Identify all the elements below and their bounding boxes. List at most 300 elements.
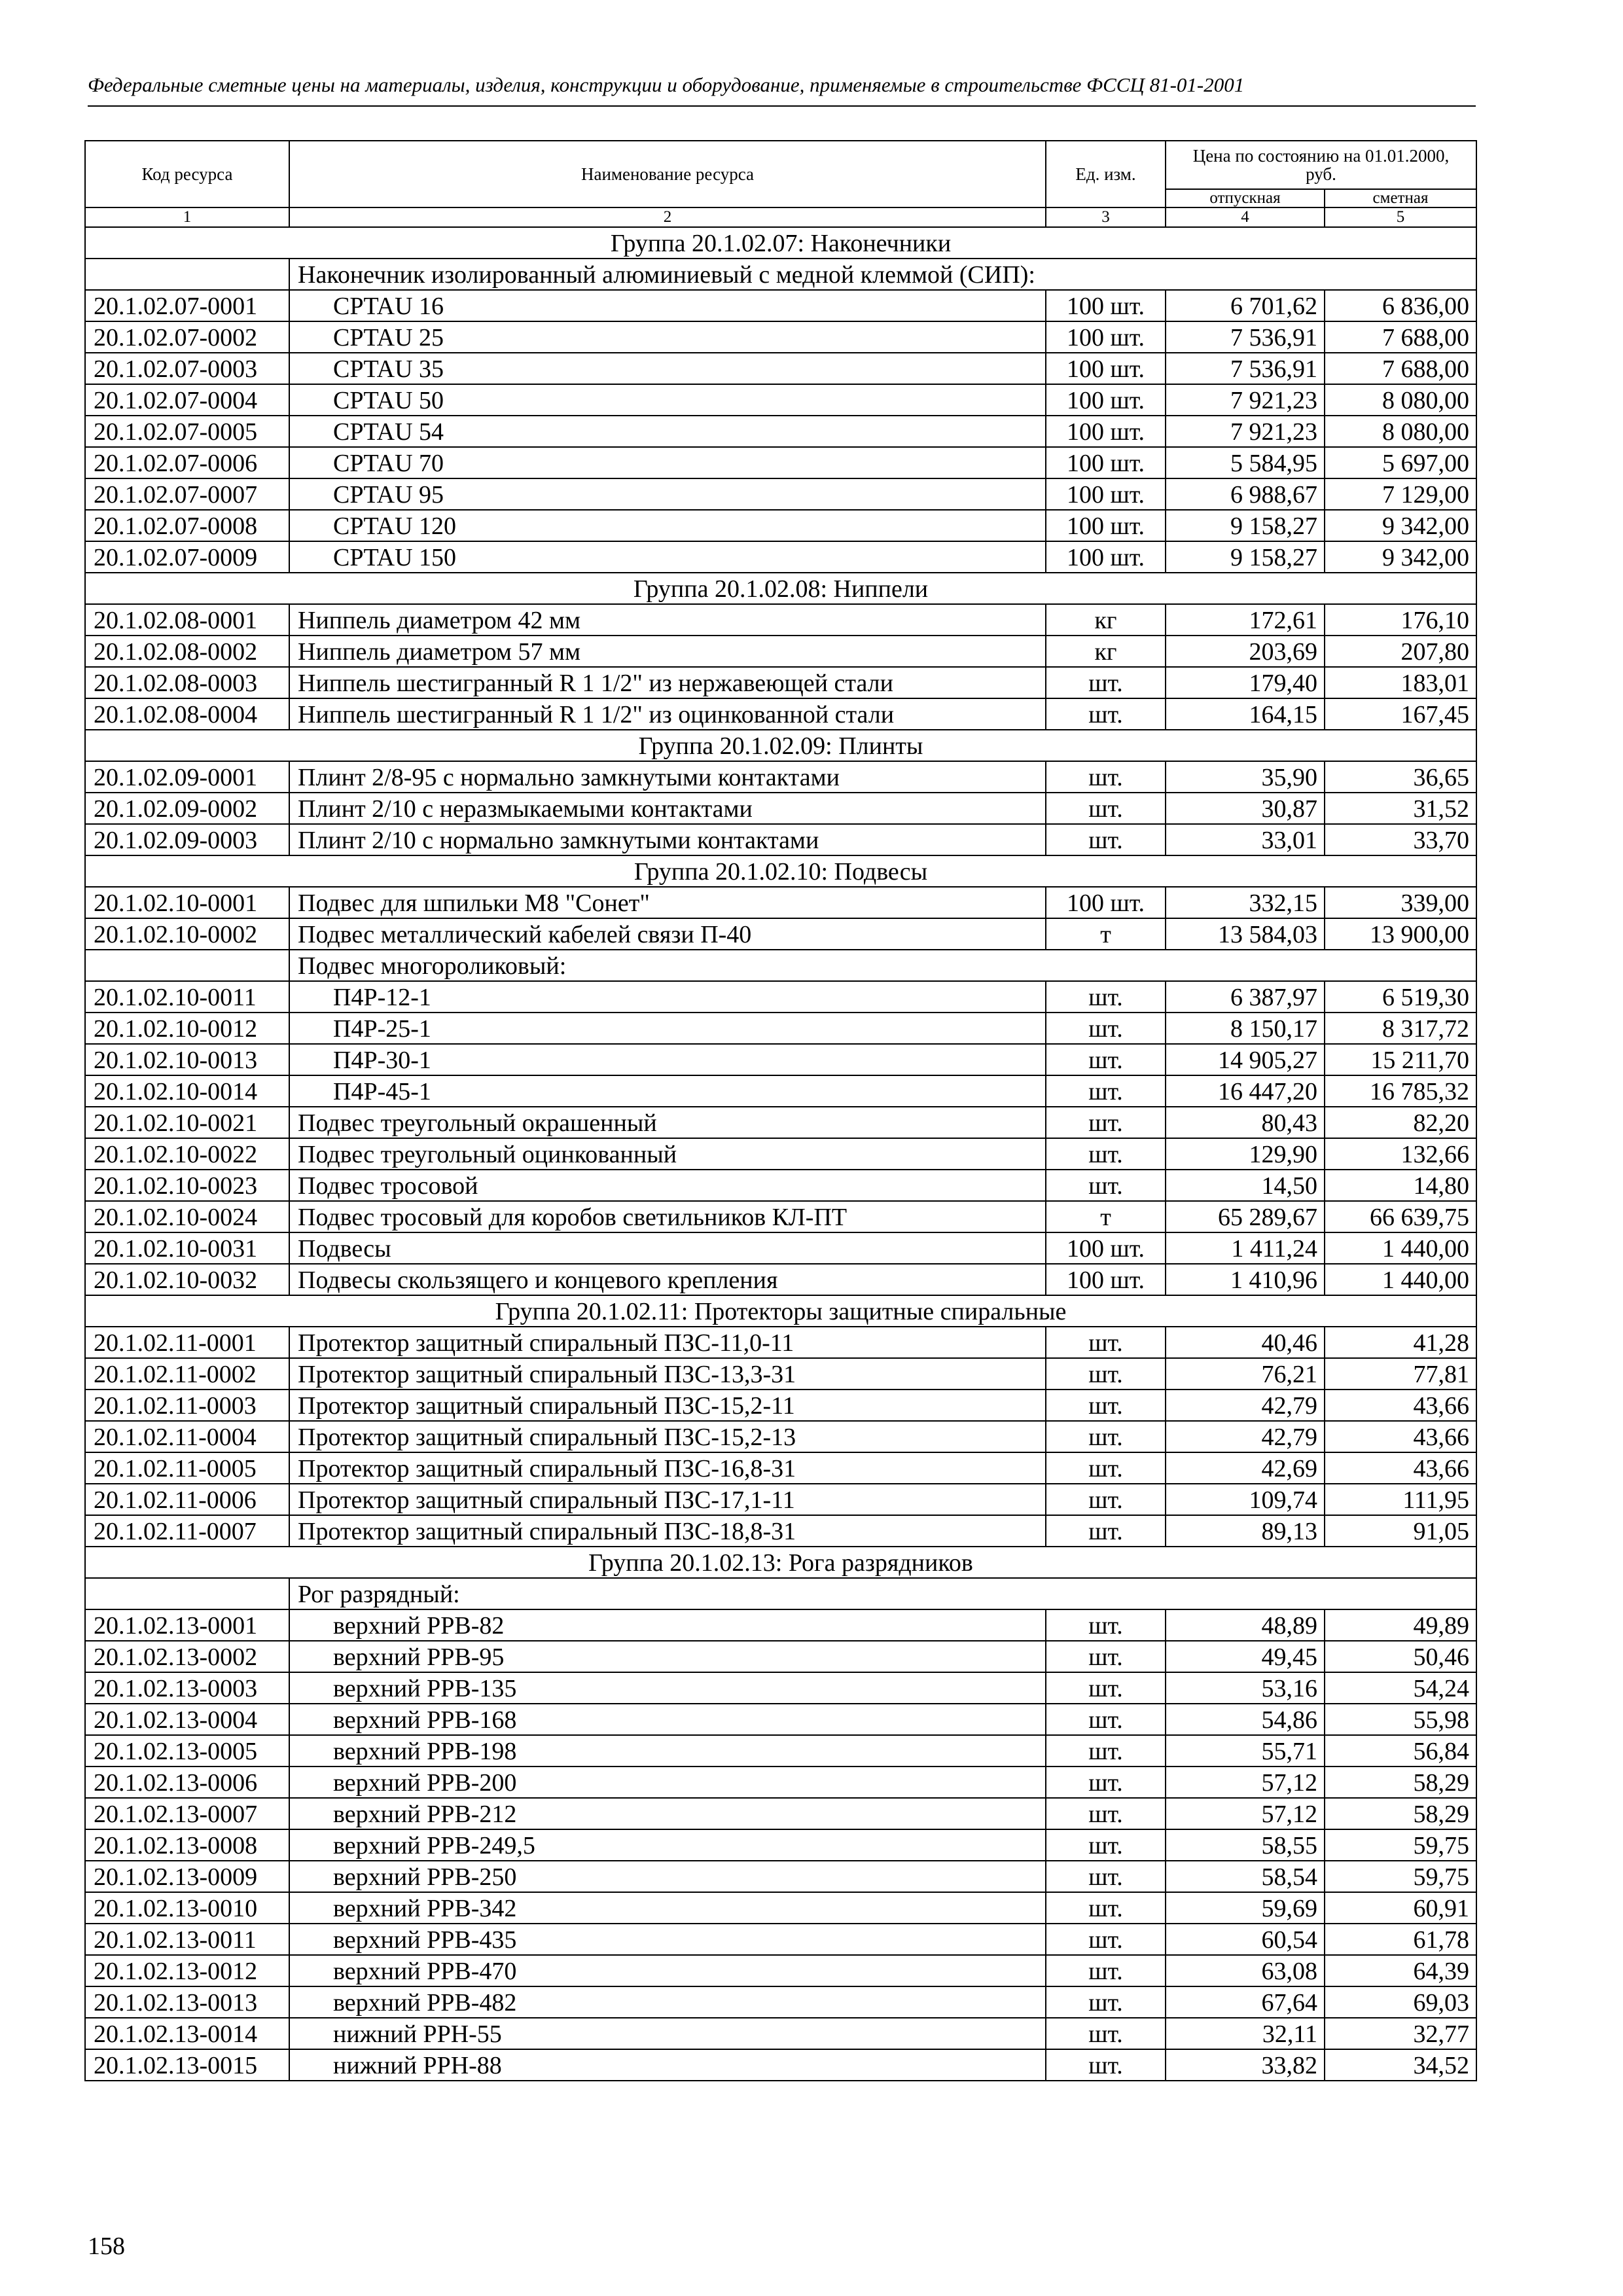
release-price: 7 536,91	[1166, 353, 1325, 384]
unit-cell: шт.	[1046, 1704, 1166, 1735]
estimate-price: 8 080,00	[1325, 384, 1476, 416]
resource-name: Подвес тросовый для коробов светильников КЛ-ПТ	[289, 1201, 1046, 1232]
estimate-price: 82,20	[1325, 1107, 1476, 1138]
subgroup-row	[85, 1578, 1476, 1609]
resource-code: 20.1.02.09-0002	[85, 793, 289, 824]
resource-name: Протектор защитный спиральный ПЗС-17,1-11	[289, 1484, 1046, 1515]
release-price: 7 536,91	[1166, 321, 1325, 353]
release-price: 33,82	[1166, 2049, 1325, 2081]
release-price: 13 584,03	[1166, 918, 1325, 950]
resource-code: 20.1.02.13-0005	[85, 1735, 289, 1767]
resource-code: 20.1.02.13-0014	[85, 2018, 289, 2049]
resource-code: 20.1.02.10-0021	[85, 1107, 289, 1138]
estimate-price: 77,81	[1325, 1358, 1476, 1390]
resource-name: CPTAU 120	[289, 510, 1046, 541]
document-header: Федеральные сметные цены на материалы, изделия, конструкции и оборудование, применяемые в строительстве ФССЦ 81-01-2001	[88, 73, 1245, 96]
col-header-name: Наименование ресурса	[289, 141, 1046, 207]
resource-code: 20.1.02.07-0001	[85, 290, 289, 321]
resource-code: 20.1.02.11-0004	[85, 1421, 289, 1452]
release-price: 40,46	[1166, 1327, 1325, 1358]
resource-code: 20.1.02.10-0011	[85, 981, 289, 1013]
estimate-price: 9 342,00	[1325, 541, 1476, 573]
table-row	[85, 416, 1476, 447]
release-price: 49,45	[1166, 1641, 1325, 1672]
estimate-price: 58,29	[1325, 1767, 1476, 1798]
unit-cell: 100 шт.	[1046, 384, 1166, 416]
unit-cell: шт.	[1046, 698, 1166, 730]
resource-code: 20.1.02.09-0003	[85, 824, 289, 855]
estimate-price: 1 440,00	[1325, 1232, 1476, 1264]
resource-code: 20.1.02.13-0013	[85, 1986, 289, 2018]
resource-name: Протектор защитный спиральный ПЗС-15,2-11	[289, 1390, 1046, 1421]
release-price: 172,61	[1166, 604, 1325, 636]
estimate-price: 34,52	[1325, 2049, 1476, 2081]
resource-name: Подвесы скользящего и концевого крепления	[289, 1264, 1046, 1295]
resource-name: CPTAU 54	[289, 416, 1046, 447]
release-price: 109,74	[1166, 1484, 1325, 1515]
table-row	[85, 1075, 1476, 1107]
release-price: 55,71	[1166, 1735, 1325, 1767]
table-row	[85, 1798, 1476, 1829]
release-price: 60,54	[1166, 1924, 1325, 1955]
release-price: 53,16	[1166, 1672, 1325, 1704]
release-price: 32,11	[1166, 2018, 1325, 2049]
estimate-price: 58,29	[1325, 1798, 1476, 1829]
estimate-price: 13 900,00	[1325, 918, 1476, 950]
resource-name: верхний РРВ-249,5	[289, 1829, 1046, 1861]
empty-code-cell	[85, 259, 289, 290]
unit-cell: шт.	[1046, 1170, 1166, 1201]
unit-cell: 100 шт.	[1046, 416, 1166, 447]
unit-cell: 100 шт.	[1046, 353, 1166, 384]
estimate-price: 16 785,32	[1325, 1075, 1476, 1107]
resource-name: Протектор защитный спиральный ПЗС-16,8-31	[289, 1452, 1046, 1484]
group-header-row	[85, 855, 1476, 887]
table-row	[85, 636, 1476, 667]
estimate-price: 41,28	[1325, 1327, 1476, 1358]
estimate-price: 31,52	[1325, 793, 1476, 824]
group-header-row	[85, 730, 1476, 761]
resource-name: верхний РРВ-250	[289, 1861, 1046, 1892]
release-price: 67,64	[1166, 1986, 1325, 2018]
resource-name: верхний РРВ-435	[289, 1924, 1046, 1955]
table-row	[85, 1861, 1476, 1892]
resource-code: 20.1.02.11-0007	[85, 1515, 289, 1547]
release-price: 203,69	[1166, 636, 1325, 667]
unit-cell: шт.	[1046, 981, 1166, 1013]
resource-code: 20.1.02.13-0002	[85, 1641, 289, 1672]
release-price: 7 921,23	[1166, 384, 1325, 416]
unit-cell: шт.	[1046, 1013, 1166, 1044]
resource-code: 20.1.02.11-0001	[85, 1327, 289, 1358]
estimate-price: 55,98	[1325, 1704, 1476, 1735]
unit-cell: шт.	[1046, 1421, 1166, 1452]
resource-code: 20.1.02.07-0005	[85, 416, 289, 447]
table-row	[85, 541, 1476, 573]
table-row	[85, 824, 1476, 855]
unit-cell: 100 шт.	[1046, 1232, 1166, 1264]
resource-name: верхний РРВ-95	[289, 1641, 1046, 1672]
table-row	[85, 1107, 1476, 1138]
release-price: 1 411,24	[1166, 1232, 1325, 1264]
resource-name: Протектор защитный спиральный ПЗС-11,0-11	[289, 1327, 1046, 1358]
col-header-release-price: отпускная	[1166, 189, 1325, 207]
unit-cell: шт.	[1046, 1452, 1166, 1484]
unit-cell: шт.	[1046, 793, 1166, 824]
resource-name: верхний РРВ-135	[289, 1672, 1046, 1704]
table-row	[85, 698, 1476, 730]
table-row	[85, 1264, 1476, 1295]
estimate-price: 207,80	[1325, 636, 1476, 667]
unit-cell: шт.	[1046, 1075, 1166, 1107]
col-header-code: Код ресурса	[85, 141, 289, 207]
resource-name: CPTAU 50	[289, 384, 1046, 416]
group-header-row	[85, 1547, 1476, 1578]
group-header-row	[85, 227, 1476, 259]
estimate-price: 111,95	[1325, 1484, 1476, 1515]
estimate-price: 61,78	[1325, 1924, 1476, 1955]
release-price: 164,15	[1166, 698, 1325, 730]
table-row	[85, 353, 1476, 384]
col-number-5: 5	[1325, 207, 1476, 227]
table-row	[85, 321, 1476, 353]
estimate-price: 15 211,70	[1325, 1044, 1476, 1075]
unit-cell: 100 шт.	[1046, 478, 1166, 510]
resource-name: П4Р-12-1	[289, 981, 1046, 1013]
resource-code: 20.1.02.11-0003	[85, 1390, 289, 1421]
table-row	[85, 1515, 1476, 1547]
unit-cell: шт.	[1046, 1924, 1166, 1955]
resource-code: 20.1.02.07-0008	[85, 510, 289, 541]
release-price: 58,55	[1166, 1829, 1325, 1861]
price-table	[84, 140, 1477, 2081]
subgroup-title: Рог разрядный:	[289, 1578, 1476, 1609]
resource-code: 20.1.02.13-0001	[85, 1609, 289, 1641]
resource-code: 20.1.02.07-0002	[85, 321, 289, 353]
unit-cell: шт.	[1046, 1390, 1166, 1421]
resource-code: 20.1.02.10-0032	[85, 1264, 289, 1295]
release-price: 129,90	[1166, 1138, 1325, 1170]
resource-name: Ниппель диаметром 42 мм	[289, 604, 1046, 636]
resource-code: 20.1.02.11-0005	[85, 1452, 289, 1484]
unit-cell: шт.	[1046, 1327, 1166, 1358]
estimate-price: 49,89	[1325, 1609, 1476, 1641]
release-price: 48,89	[1166, 1609, 1325, 1641]
group-title: Группа 20.1.02.13: Рога разрядников	[85, 1547, 1476, 1578]
group-header-row	[85, 1295, 1476, 1327]
release-price: 5 584,95	[1166, 447, 1325, 478]
estimate-price: 43,66	[1325, 1421, 1476, 1452]
subgroup-title: Подвес многороликовый:	[289, 950, 1476, 981]
estimate-price: 59,75	[1325, 1829, 1476, 1861]
resource-name: CPTAU 35	[289, 353, 1046, 384]
resource-name: верхний РРВ-470	[289, 1955, 1046, 1986]
release-price: 76,21	[1166, 1358, 1325, 1390]
estimate-price: 8 317,72	[1325, 1013, 1476, 1044]
estimate-price: 50,46	[1325, 1641, 1476, 1672]
release-price: 9 158,27	[1166, 541, 1325, 573]
estimate-price: 9 342,00	[1325, 510, 1476, 541]
estimate-price: 64,39	[1325, 1955, 1476, 1986]
release-price: 42,69	[1166, 1452, 1325, 1484]
table-row	[85, 510, 1476, 541]
resource-name: нижний РРН-55	[289, 2018, 1046, 2049]
estimate-price: 54,24	[1325, 1672, 1476, 1704]
estimate-price: 5 697,00	[1325, 447, 1476, 478]
resource-code: 20.1.02.08-0003	[85, 667, 289, 698]
resource-name: Подвес тросовой	[289, 1170, 1046, 1201]
table-row	[85, 1232, 1476, 1264]
resource-code: 20.1.02.10-0014	[85, 1075, 289, 1107]
resource-code: 20.1.02.10-0001	[85, 887, 289, 918]
estimate-price: 43,66	[1325, 1452, 1476, 1484]
table-row	[85, 1170, 1476, 1201]
resource-name: верхний РРВ-198	[289, 1735, 1046, 1767]
release-price: 35,90	[1166, 761, 1325, 793]
table-row	[85, 1986, 1476, 2018]
table-row	[85, 1955, 1476, 1986]
empty-code-cell	[85, 950, 289, 981]
resource-code: 20.1.02.07-0007	[85, 478, 289, 510]
resource-code: 20.1.02.10-0012	[85, 1013, 289, 1044]
resource-name: П4Р-45-1	[289, 1075, 1046, 1107]
estimate-price: 59,75	[1325, 1861, 1476, 1892]
table-row	[85, 1327, 1476, 1358]
table-row	[85, 1704, 1476, 1735]
estimate-price: 33,70	[1325, 824, 1476, 855]
table-row	[85, 1358, 1476, 1390]
group-title: Группа 20.1.02.10: Подвесы	[85, 855, 1476, 887]
subgroup-title: Наконечник изолированный алюминиевый с медной клеммой (СИП):	[289, 259, 1476, 290]
resource-name: CPTAU 25	[289, 321, 1046, 353]
resource-code: 20.1.02.11-0002	[85, 1358, 289, 1390]
unit-cell: шт.	[1046, 824, 1166, 855]
release-price: 1 410,96	[1166, 1264, 1325, 1295]
table-row	[85, 667, 1476, 698]
table-row	[85, 918, 1476, 950]
resource-code: 20.1.02.10-0023	[85, 1170, 289, 1201]
resource-name: Ниппель шестигранный R 1 1/2" из нержавеющей стали	[289, 667, 1046, 698]
col-header-unit: Ед. изм.	[1046, 141, 1166, 207]
unit-cell: шт.	[1046, 1609, 1166, 1641]
page-number: 158	[88, 2233, 125, 2260]
table-row	[85, 1672, 1476, 1704]
resource-name: верхний РРВ-482	[289, 1986, 1046, 2018]
estimate-price: 66 639,75	[1325, 1201, 1476, 1232]
unit-cell: шт.	[1046, 667, 1166, 698]
table-row	[85, 1452, 1476, 1484]
unit-cell: шт.	[1046, 1861, 1166, 1892]
resource-code: 20.1.02.08-0001	[85, 604, 289, 636]
table-row	[85, 2049, 1476, 2081]
estimate-price: 6 519,30	[1325, 981, 1476, 1013]
estimate-price: 1 440,00	[1325, 1264, 1476, 1295]
col-number-4: 4	[1166, 207, 1325, 227]
subgroup-row	[85, 259, 1476, 290]
resource-name: Ниппель диаметром 57 мм	[289, 636, 1046, 667]
resource-name: Подвес треугольный оцинкованный	[289, 1138, 1046, 1170]
release-price: 80,43	[1166, 1107, 1325, 1138]
estimate-price: 91,05	[1325, 1515, 1476, 1547]
release-price: 89,13	[1166, 1515, 1325, 1547]
table-row	[85, 447, 1476, 478]
resource-code: 20.1.02.13-0015	[85, 2049, 289, 2081]
resource-name: CPTAU 95	[289, 478, 1046, 510]
col-number-1: 1	[85, 207, 289, 227]
resource-code: 20.1.02.07-0006	[85, 447, 289, 478]
resource-code: 20.1.02.10-0022	[85, 1138, 289, 1170]
unit-cell: шт.	[1046, 1986, 1166, 2018]
estimate-price: 7 688,00	[1325, 353, 1476, 384]
unit-cell: шт.	[1046, 1672, 1166, 1704]
unit-cell: 100 шт.	[1046, 447, 1166, 478]
unit-cell: шт.	[1046, 1484, 1166, 1515]
group-title: Группа 20.1.02.11: Протекторы защитные спиральные	[85, 1295, 1476, 1327]
resource-name: Протектор защитный спиральный ПЗС-13,3-31	[289, 1358, 1046, 1390]
unit-cell: 100 шт.	[1046, 1264, 1166, 1295]
unit-cell: шт.	[1046, 1735, 1166, 1767]
resource-name: П4Р-30-1	[289, 1044, 1046, 1075]
resource-name: Протектор защитный спиральный ПЗС-15,2-13	[289, 1421, 1046, 1452]
table-row	[85, 1013, 1476, 1044]
col-header-price: Цена по состоянию на 01.01.2000, руб.	[1166, 141, 1476, 189]
resource-code: 20.1.02.10-0031	[85, 1232, 289, 1264]
release-price: 58,54	[1166, 1861, 1325, 1892]
release-price: 16 447,20	[1166, 1075, 1325, 1107]
resource-code: 20.1.02.09-0001	[85, 761, 289, 793]
release-price: 54,86	[1166, 1704, 1325, 1735]
estimate-price: 183,01	[1325, 667, 1476, 698]
estimate-price: 132,66	[1325, 1138, 1476, 1170]
estimate-price: 7 688,00	[1325, 321, 1476, 353]
unit-cell: т	[1046, 918, 1166, 950]
table-row	[85, 1735, 1476, 1767]
unit-cell: кг	[1046, 604, 1166, 636]
release-price: 30,87	[1166, 793, 1325, 824]
unit-cell: шт.	[1046, 1641, 1166, 1672]
estimate-price: 7 129,00	[1325, 478, 1476, 510]
table-row	[85, 1829, 1476, 1861]
resource-code: 20.1.02.07-0003	[85, 353, 289, 384]
col-number-2: 2	[289, 207, 1046, 227]
header-rule	[88, 105, 1476, 107]
table-row	[85, 2018, 1476, 2049]
resource-name: CPTAU 150	[289, 541, 1046, 573]
release-price: 59,69	[1166, 1892, 1325, 1924]
resource-name: CPTAU 16	[289, 290, 1046, 321]
release-price: 179,40	[1166, 667, 1325, 698]
release-price: 9 158,27	[1166, 510, 1325, 541]
table-row	[85, 761, 1476, 793]
resource-code: 20.1.02.13-0009	[85, 1861, 289, 1892]
unit-cell: шт.	[1046, 761, 1166, 793]
estimate-price: 69,03	[1325, 1986, 1476, 2018]
table-row	[85, 384, 1476, 416]
resource-name: верхний РРВ-168	[289, 1704, 1046, 1735]
resource-name: верхний РРВ-212	[289, 1798, 1046, 1829]
table-row	[85, 1609, 1476, 1641]
resource-name: Протектор защитный спиральный ПЗС-18,8-31	[289, 1515, 1046, 1547]
unit-cell: шт.	[1046, 1044, 1166, 1075]
table-row	[85, 1484, 1476, 1515]
estimate-price: 167,45	[1325, 698, 1476, 730]
table-row	[85, 290, 1476, 321]
table-row	[85, 1421, 1476, 1452]
resource-name: нижний РРН-88	[289, 2049, 1046, 2081]
resource-name: Подвес металлический кабелей связи П-40	[289, 918, 1046, 950]
release-price: 33,01	[1166, 824, 1325, 855]
release-price: 332,15	[1166, 887, 1325, 918]
release-price: 14,50	[1166, 1170, 1325, 1201]
estimate-price: 176,10	[1325, 604, 1476, 636]
unit-cell: шт.	[1046, 1138, 1166, 1170]
unit-cell: шт.	[1046, 2049, 1166, 2081]
unit-cell: т	[1046, 1201, 1166, 1232]
table-row	[85, 1767, 1476, 1798]
resource-code: 20.1.02.11-0006	[85, 1484, 289, 1515]
group-title: Группа 20.1.02.08: Ниппели	[85, 573, 1476, 604]
table-body	[85, 227, 1476, 2081]
table-row	[85, 1892, 1476, 1924]
unit-cell: шт.	[1046, 1829, 1166, 1861]
estimate-price: 8 080,00	[1325, 416, 1476, 447]
table-row	[85, 1138, 1476, 1170]
release-price: 57,12	[1166, 1798, 1325, 1829]
table-row	[85, 478, 1476, 510]
resource-name: Подвес треугольный окрашенный	[289, 1107, 1046, 1138]
unit-cell: шт.	[1046, 2018, 1166, 2049]
resource-name: CPTAU 70	[289, 447, 1046, 478]
table-row	[85, 887, 1476, 918]
resource-code: 20.1.02.07-0009	[85, 541, 289, 573]
release-price: 6 701,62	[1166, 290, 1325, 321]
table-row	[85, 604, 1476, 636]
estimate-price: 339,00	[1325, 887, 1476, 918]
estimate-price: 56,84	[1325, 1735, 1476, 1767]
table-row	[85, 981, 1476, 1013]
unit-cell: шт.	[1046, 1955, 1166, 1986]
release-price: 6 988,67	[1166, 478, 1325, 510]
resource-name: верхний РРВ-342	[289, 1892, 1046, 1924]
resource-code: 20.1.02.08-0004	[85, 698, 289, 730]
resource-code: 20.1.02.13-0003	[85, 1672, 289, 1704]
unit-cell: шт.	[1046, 1892, 1166, 1924]
release-price: 7 921,23	[1166, 416, 1325, 447]
unit-cell: шт.	[1046, 1767, 1166, 1798]
table-row	[85, 1641, 1476, 1672]
table-row	[85, 1201, 1476, 1232]
resource-code: 20.1.02.08-0002	[85, 636, 289, 667]
estimate-price: 60,91	[1325, 1892, 1476, 1924]
resource-code: 20.1.02.13-0007	[85, 1798, 289, 1829]
resource-name: верхний РРВ-200	[289, 1767, 1046, 1798]
resource-code: 20.1.02.13-0004	[85, 1704, 289, 1735]
unit-cell: 100 шт.	[1046, 510, 1166, 541]
release-price: 42,79	[1166, 1421, 1325, 1452]
release-price: 42,79	[1166, 1390, 1325, 1421]
unit-cell: 100 шт.	[1046, 321, 1166, 353]
release-price: 65 289,67	[1166, 1201, 1325, 1232]
col-number-3: 3	[1046, 207, 1166, 227]
estimate-price: 6 836,00	[1325, 290, 1476, 321]
unit-cell: 100 шт.	[1046, 290, 1166, 321]
resource-name: П4Р-25-1	[289, 1013, 1046, 1044]
unit-cell: шт.	[1046, 1798, 1166, 1829]
release-price: 8 150,17	[1166, 1013, 1325, 1044]
unit-cell: шт.	[1046, 1107, 1166, 1138]
resource-name: верхний РРВ-82	[289, 1609, 1046, 1641]
resource-name: Подвес для шпильки М8 "Сонет"	[289, 887, 1046, 918]
